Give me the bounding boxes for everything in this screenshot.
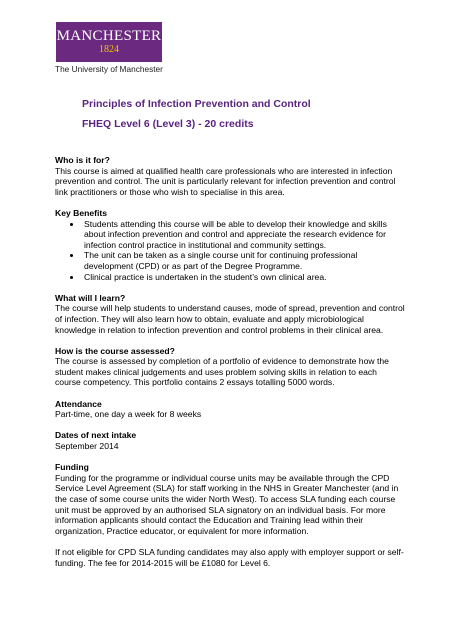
section-assessed — [55, 346, 405, 388]
section-attendance — [55, 399, 405, 420]
benefits-list — [55, 219, 405, 283]
page-title: Principles of Infection Prevention and Control — [82, 98, 311, 110]
section-text: Funding for the programme or individual course units may be available through the CPD Service Level Agreement (SLA) for staff working in the NHS in Greater Manchester (and in the case of some course units the wider North West). To access SLA funding each course unit must be approved by an authorised SLA signatory on an individual basis. For more information applicants should contact the Education and Training lead within their organization, Practice educator, or equivalent for more information. — [55, 472, 399, 536]
list-item: • Clinical practice is undertaken in the student’s own clinical area. — [82, 272, 405, 283]
logo-year: 1824 — [99, 44, 119, 55]
section-heading: What will I learn? — [55, 292, 126, 303]
section-heading: Key Benefits — [55, 207, 108, 218]
university-logo — [56, 22, 162, 62]
list-item: • The unit can be taken as a single course unit for continuing professional development (CPD) or as part of the Degree Programme. — [82, 250, 405, 271]
section-heading: Dates of next intake — [55, 430, 137, 441]
section-text: September 2014 — [55, 441, 119, 452]
section-text: The course will help students to understand causes, mode of spread, prevention and control of infection. They will also learn how to obtain, evaluate and apply microbiological knowledge in relation to infection prevention and control problems in their clinical area. — [55, 303, 405, 335]
section-funding — [55, 462, 405, 536]
section-learn — [55, 293, 405, 335]
page-subtitle: FHEQ Level 6 (Level 3) - 20 credits — [82, 118, 254, 130]
logo-subtitle: The University of Manchester — [55, 64, 163, 74]
section-text: The course is assessed by completion of a portfolio of evidence to demonstrate how the student makes clinical judgements and uses problem solving skills in relation to each course competency. This portfolio contains 2 essays totalling 5000 words. — [55, 356, 389, 388]
section-heading: Attendance — [55, 398, 102, 409]
list-item: • Students attending this course will be able to develop their knowledge and skills about infection prevention and control and appreciate the research evidence for infection control practice in institutional and community settings. — [82, 219, 405, 251]
section-text: If not eligible for CPD SLA funding candidates may also apply with employer support or self-funding. The fee for 2014-2015 will be £1080 for Level 6. — [55, 546, 404, 568]
section-text: Part-time, one day a week for 8 weeks — [55, 409, 202, 420]
section-heading: Funding — [55, 462, 89, 473]
document-body — [55, 155, 405, 579]
section-text: This course is aimed at qualified health care professionals who are interested in infection prevention and control. The unit is particularly relevant for infection prevention and control link practitioners or those who wish to specialise in this area. — [55, 165, 396, 197]
logo-name: MANCHESTER — [56, 28, 162, 44]
section-heading: Who is it for? — [55, 155, 110, 165]
section-heading: How is the course assessed? — [55, 345, 175, 356]
section-who — [55, 155, 405, 197]
section-intake — [55, 430, 405, 451]
section-funding-extra — [55, 547, 405, 568]
